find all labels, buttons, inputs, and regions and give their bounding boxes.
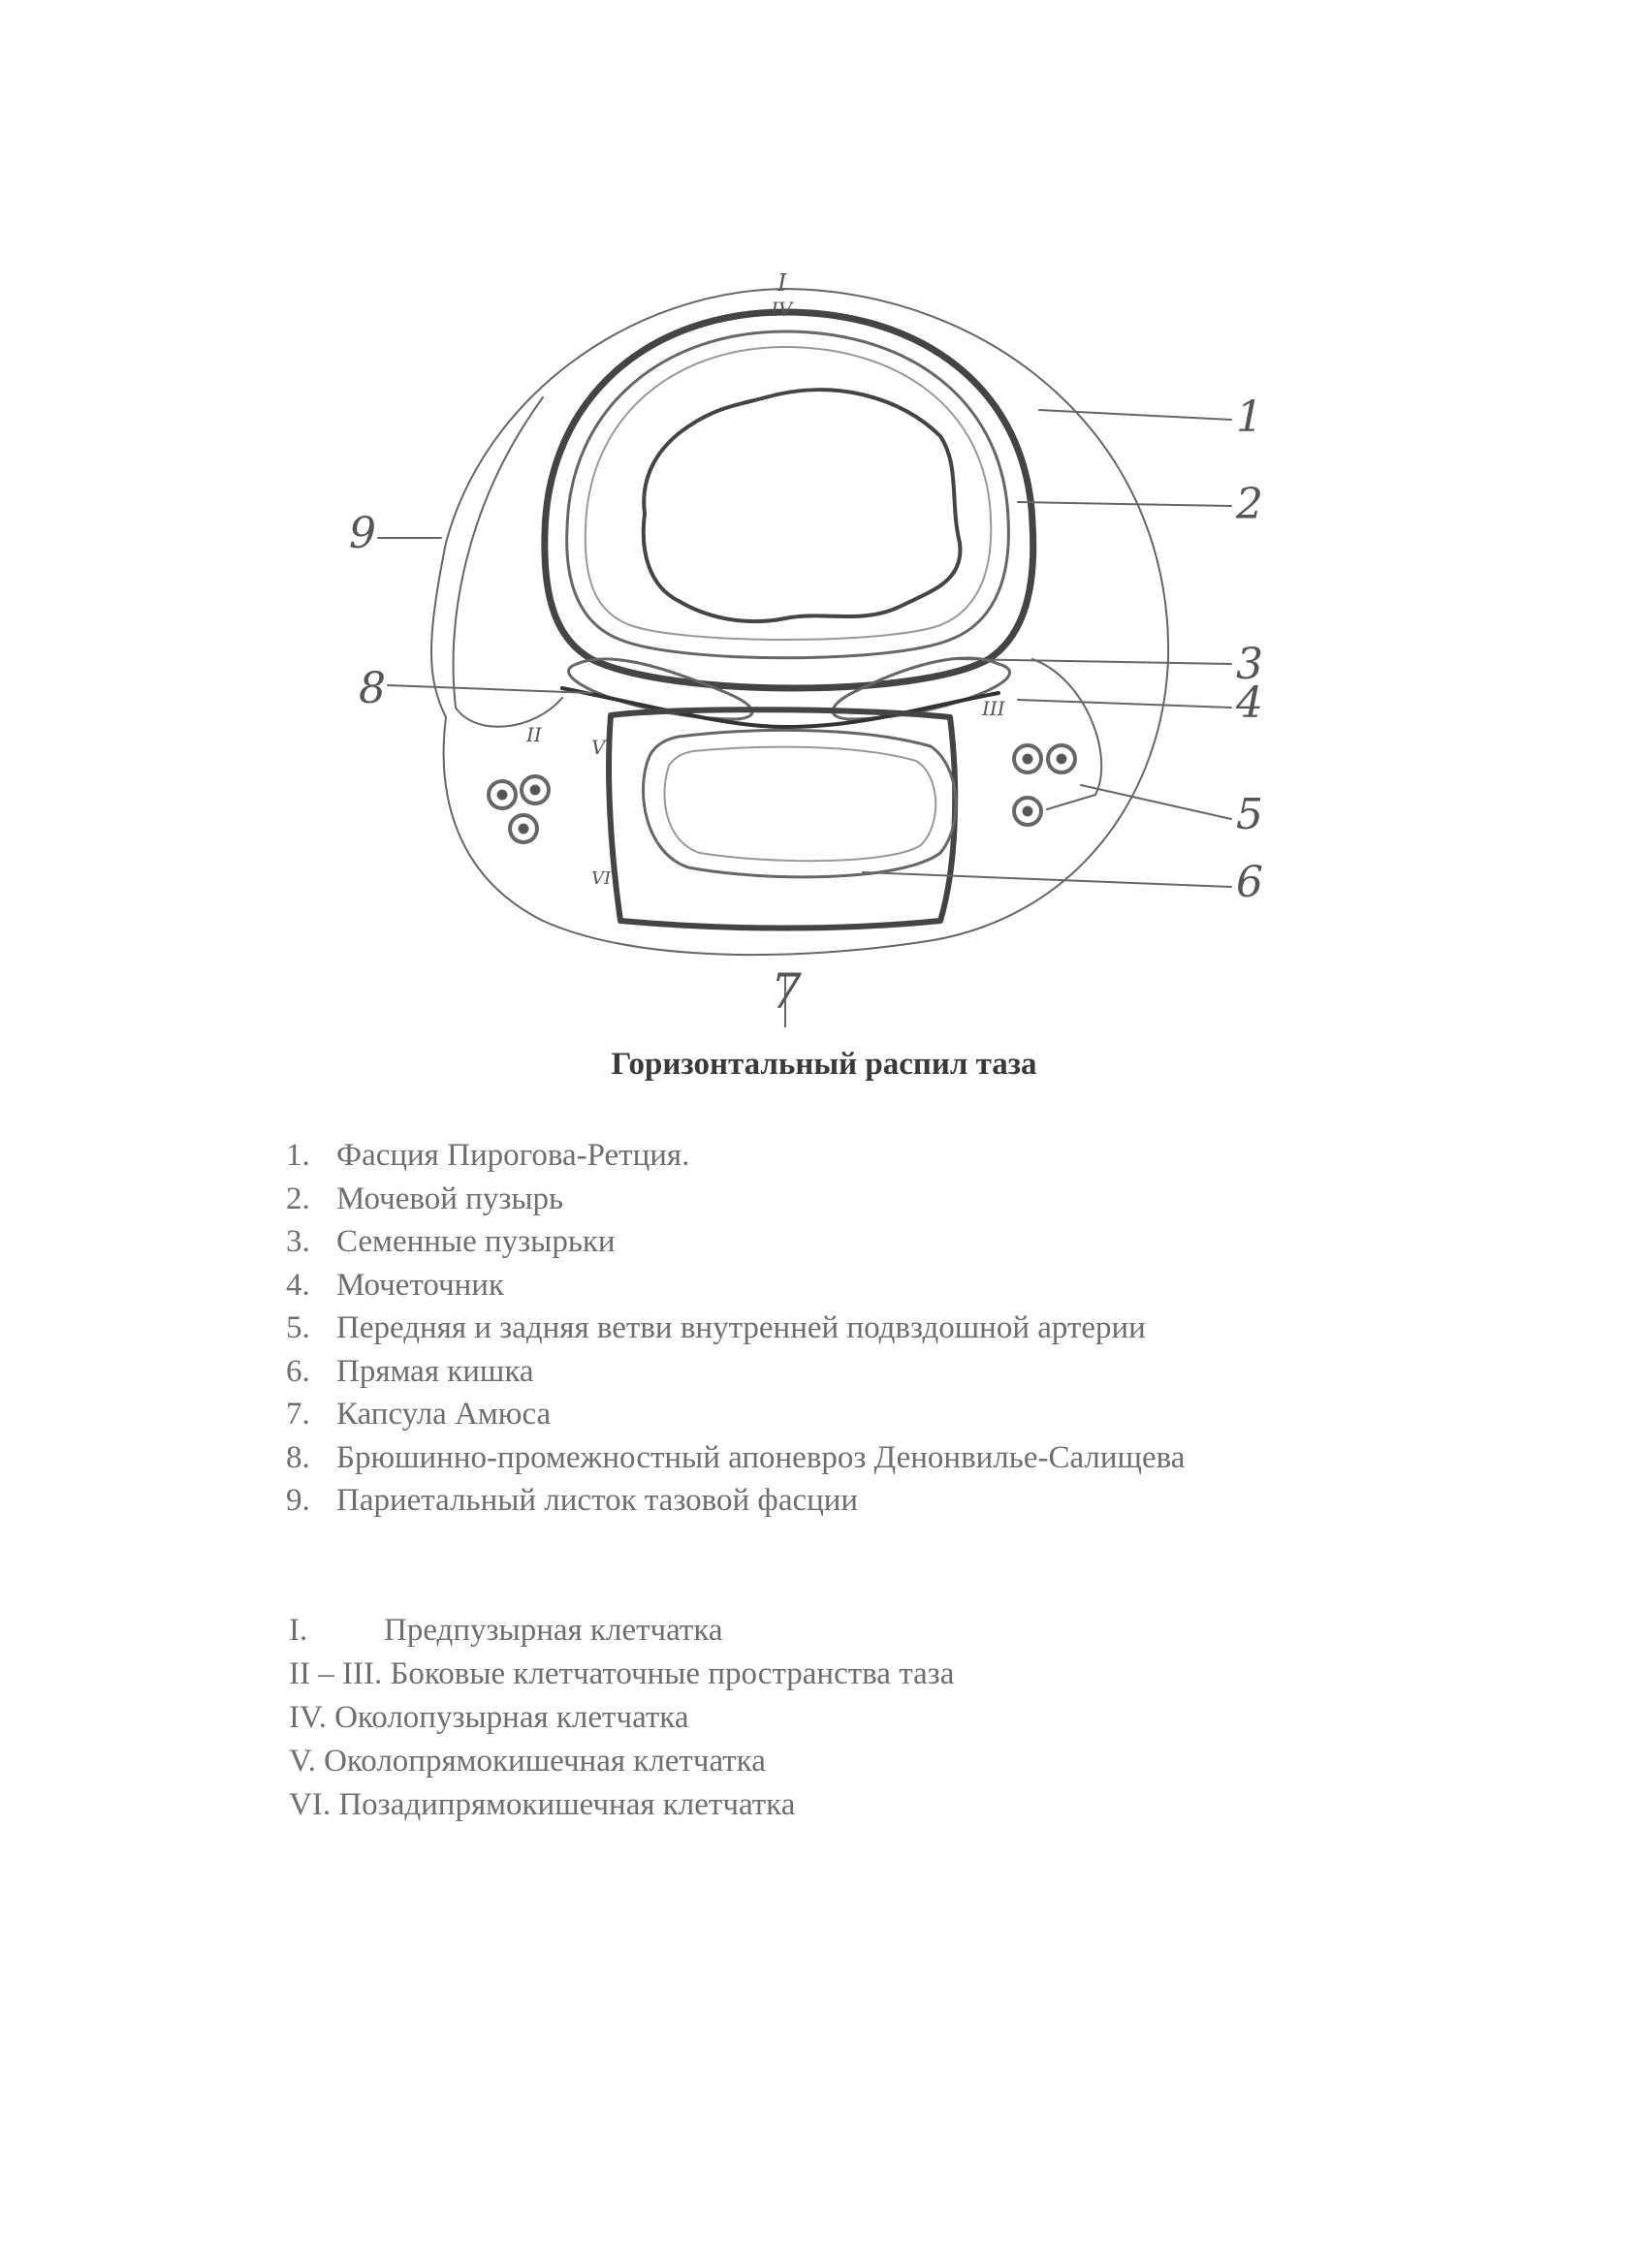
roman-IV: IV: [771, 298, 793, 321]
space-item: I. Предпузырная клетчатка: [289, 1613, 723, 1648]
space-item: V. Околопрямокишечная клетчатка: [289, 1744, 766, 1779]
legend-item: 4. Мочеточник: [286, 1267, 504, 1303]
marker-3: 3: [1236, 640, 1263, 689]
roman-III: III: [982, 697, 1005, 720]
legend-item: 8. Брюшинно-промежностный апоневроз Денонвилье-Салищева: [286, 1439, 1186, 1475]
pelvis-cross-section-diagram: [320, 252, 1328, 1027]
legend-item: 7. Капсула Амюса: [286, 1397, 552, 1432]
marker-5: 5: [1236, 790, 1263, 839]
marker-4: 4: [1236, 678, 1263, 728]
roman-VI: VI: [591, 868, 612, 889]
roman-V: V: [591, 736, 606, 759]
diagram-svg: [320, 252, 1328, 1027]
legend-item: 6. Прямая кишка: [286, 1353, 534, 1389]
legend-item: 3. Семенные пузырьки: [286, 1224, 616, 1259]
legend-item: 2. Мочевой пузырь: [286, 1181, 564, 1216]
figure-caption: Горизонтальный распил таза: [611, 1047, 1037, 1082]
marker-1: 1: [1236, 393, 1263, 442]
bladder-fascia: [545, 312, 1033, 688]
marker-2: 2: [1236, 480, 1263, 529]
legend-item: 9. Париетальный листок тазовой фасции: [286, 1483, 859, 1518]
space-item: IV. Околопузырная клетчатка: [289, 1700, 689, 1735]
legend-item: 5. Передняя и задняя ветви внутренней подвздошной артерии: [286, 1310, 1146, 1345]
bladder-wall: [567, 331, 1009, 658]
space-item: VI. Позадипрямокишечная клетчатка: [289, 1787, 796, 1822]
marker-9: 9: [349, 509, 376, 558]
bladder-lumen: [644, 390, 961, 621]
marker-7: 7: [771, 963, 802, 1020]
cellular-spaces-legend: [289, 1609, 954, 1827]
parietal-fascia-right: [1032, 659, 1101, 795]
marker-8: 8: [359, 664, 386, 713]
structures-legend: [286, 1134, 1185, 1523]
space-item: II – III. Боковые клетчаточные пространства таза: [289, 1656, 955, 1691]
legend-item: 1. Фасция Пирогова-Ретция.: [286, 1138, 690, 1173]
rectum-inner: [664, 747, 935, 862]
marker-6: 6: [1236, 858, 1263, 907]
outer-pelvic-outline: [431, 289, 1168, 955]
roman-II: II: [526, 723, 542, 746]
roman-I: I: [777, 269, 787, 297]
